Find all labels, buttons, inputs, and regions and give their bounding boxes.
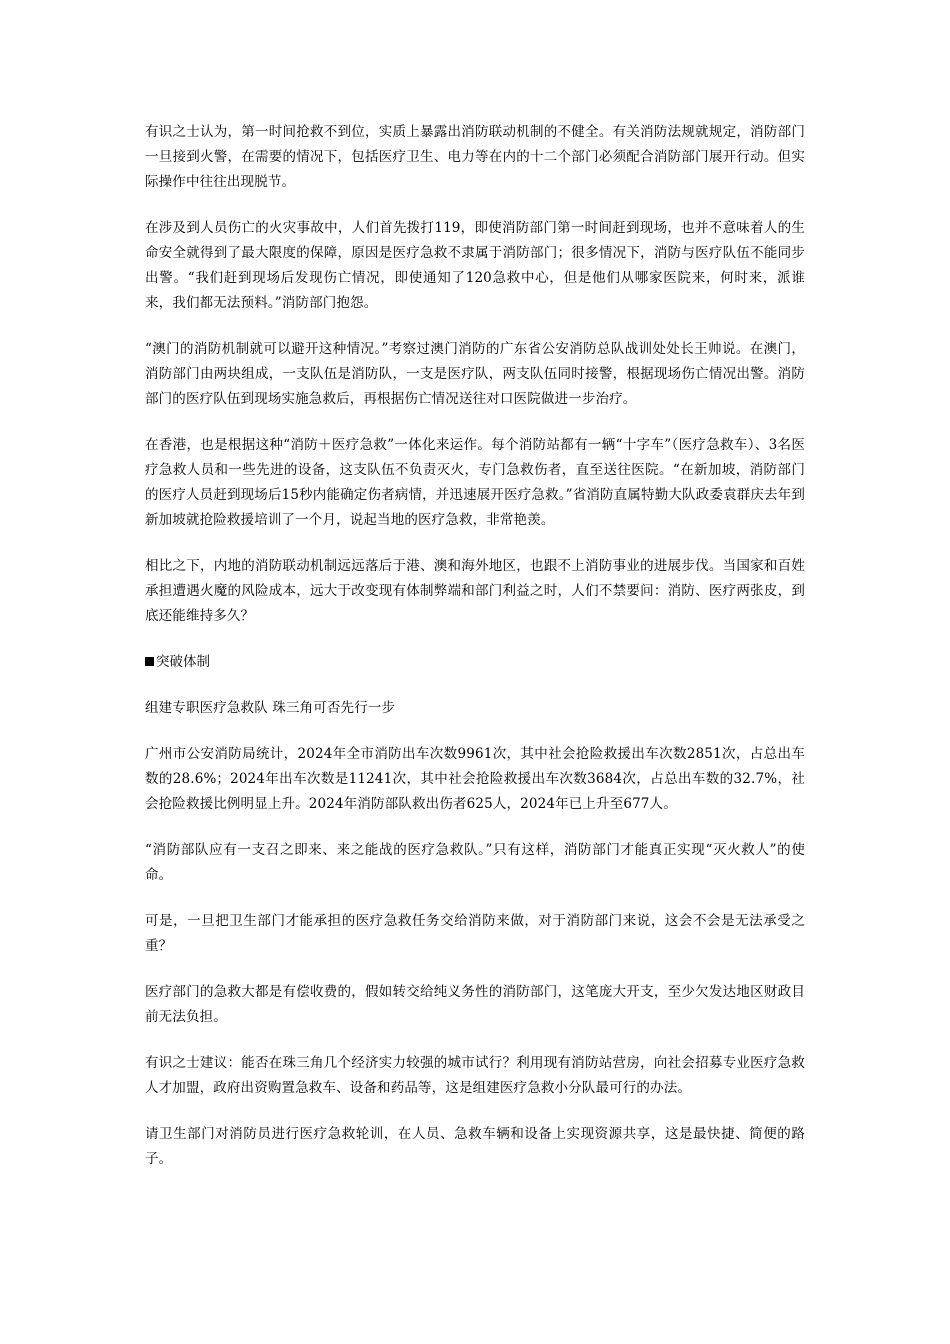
paragraph-training: 请卫生部门对消防员进行医疗急救轮训，在人员、急救车辆和设备上实现资源共享，这是最快捷、简便的路子。 [145, 1126, 805, 1167]
paragraph-hongkong-singapore: 在香港，也是根据这种“消防＋医疗急救”一体化来运作。每个消防站都有一辆“十字车”（医疗急救车）、3名医疗急救人员和一些先进的设备，这支队伍不负责灭火，专门急救伤者，直至送往医院。“在新加坡，消防部门的医疗人员赶到现场后15秒内能确定伤者病情，并迅速展开医疗急救。”省消防直属特勤大队政委袁群庆去年到新加坡就抢险救援培训了一个月，说起当地的医疗急救，非常艳羡。 [145, 437, 805, 528]
paragraph-burden-question: 可是，一旦把卫生部门才能承担的医疗急救任务交给消防来做，对于消防部门来说，这会不会是无法承受之重？ [145, 913, 805, 954]
subheading: 组建专职医疗急救队 珠三角可否先行一步 [145, 700, 396, 716]
paragraph-macau: “澳门的消防机制就可以避开这种情况。”考察过澳门消防的广东省公安消防总队战训处处长王帅说。在澳门，消防部门由两块组成，一支队伍是消防队，一支是医疗队，两支队伍同时接警，根据现场伤亡情况出警。消防部门的医疗队伍到现场实施急救后，再根据伤亡情况送往对口医院做进一步治疗。 [145, 341, 805, 407]
paragraph-linkage-mechanism: 有识之士认为，第一时间抢救不到位，实质上暴露出消防联动机制的不健全。有关消防法规就规定，消防部门一旦接到火警，在需要的情况下，包括医疗卫生、电力等在内的十二个部门必须配合消防部门展开行动。但实际操作中往往出现脱节。 [145, 124, 805, 190]
section-heading-text: 突破体制 [156, 654, 210, 670]
paragraph-statistics: 广州市公安消防局统计，2024年全市消防出车次数9961次，其中社会抢险救援出车次数2851次，占总出车数的28.6%；2024年出车次数是11241次，其中社会抢险救援出车次数3684次，占总出车数的32.7%，社会抢险救援比例明显上升。2024年消防部队救出伤者625人，2024年已上升至677人。 [145, 746, 805, 812]
section-heading [145, 650, 805, 675]
paragraph-casualty-fires: 在涉及到人员伤亡的火灾事故中，人们首先拨打119，即使消防部门第一时间赶到现场，也并不意味着人的生命安全就得到了最大限度的保障，原因是医疗急救不隶属于消防部门；很多情况下，消防与医疗队伍不能同步出警。“我们赶到现场后发现伤亡情况，即使通知了120急救中心，但是他们从哪家医院来，何时来，派谁来，我们都无法预料。”消防部门抱怨。 [145, 220, 805, 311]
paragraph-suggestion: 有识之士建议：能否在珠三角几个经济实力较强的城市试行？利用现有消防站营房，向社会招募专业医疗急救人才加盟，政府出资购置急救车、设备和药品等，这是组建医疗急救小分队最可行的办法。 [145, 1055, 805, 1096]
document-page [145, 120, 805, 1193]
paragraph-medical-team-quote: “消防部队应有一支召之即来、来之能战的医疗急救队。”只有这样，消防部门才能真正实现“灭火救人”的使命。 [145, 842, 805, 883]
paragraph-comparison: 相比之下，内地的消防联动机制远远落后于港、澳和海外地区，也跟不上消防事业的进展步伐。当国家和百姓承担遭遇火魔的风险成本，远大于改变现有体制弊端和部门利益之时，人们不禁要问：消防、医疗两张皮，到底还能维持多久？ [145, 558, 805, 624]
black-square-icon [145, 657, 154, 666]
paragraph-funding: 医疗部门的急救大都是有偿收费的，假如转交给纯义务性的消防部门，这笔庞大开支，至少欠发达地区财政目前无法负担。 [145, 984, 805, 1025]
